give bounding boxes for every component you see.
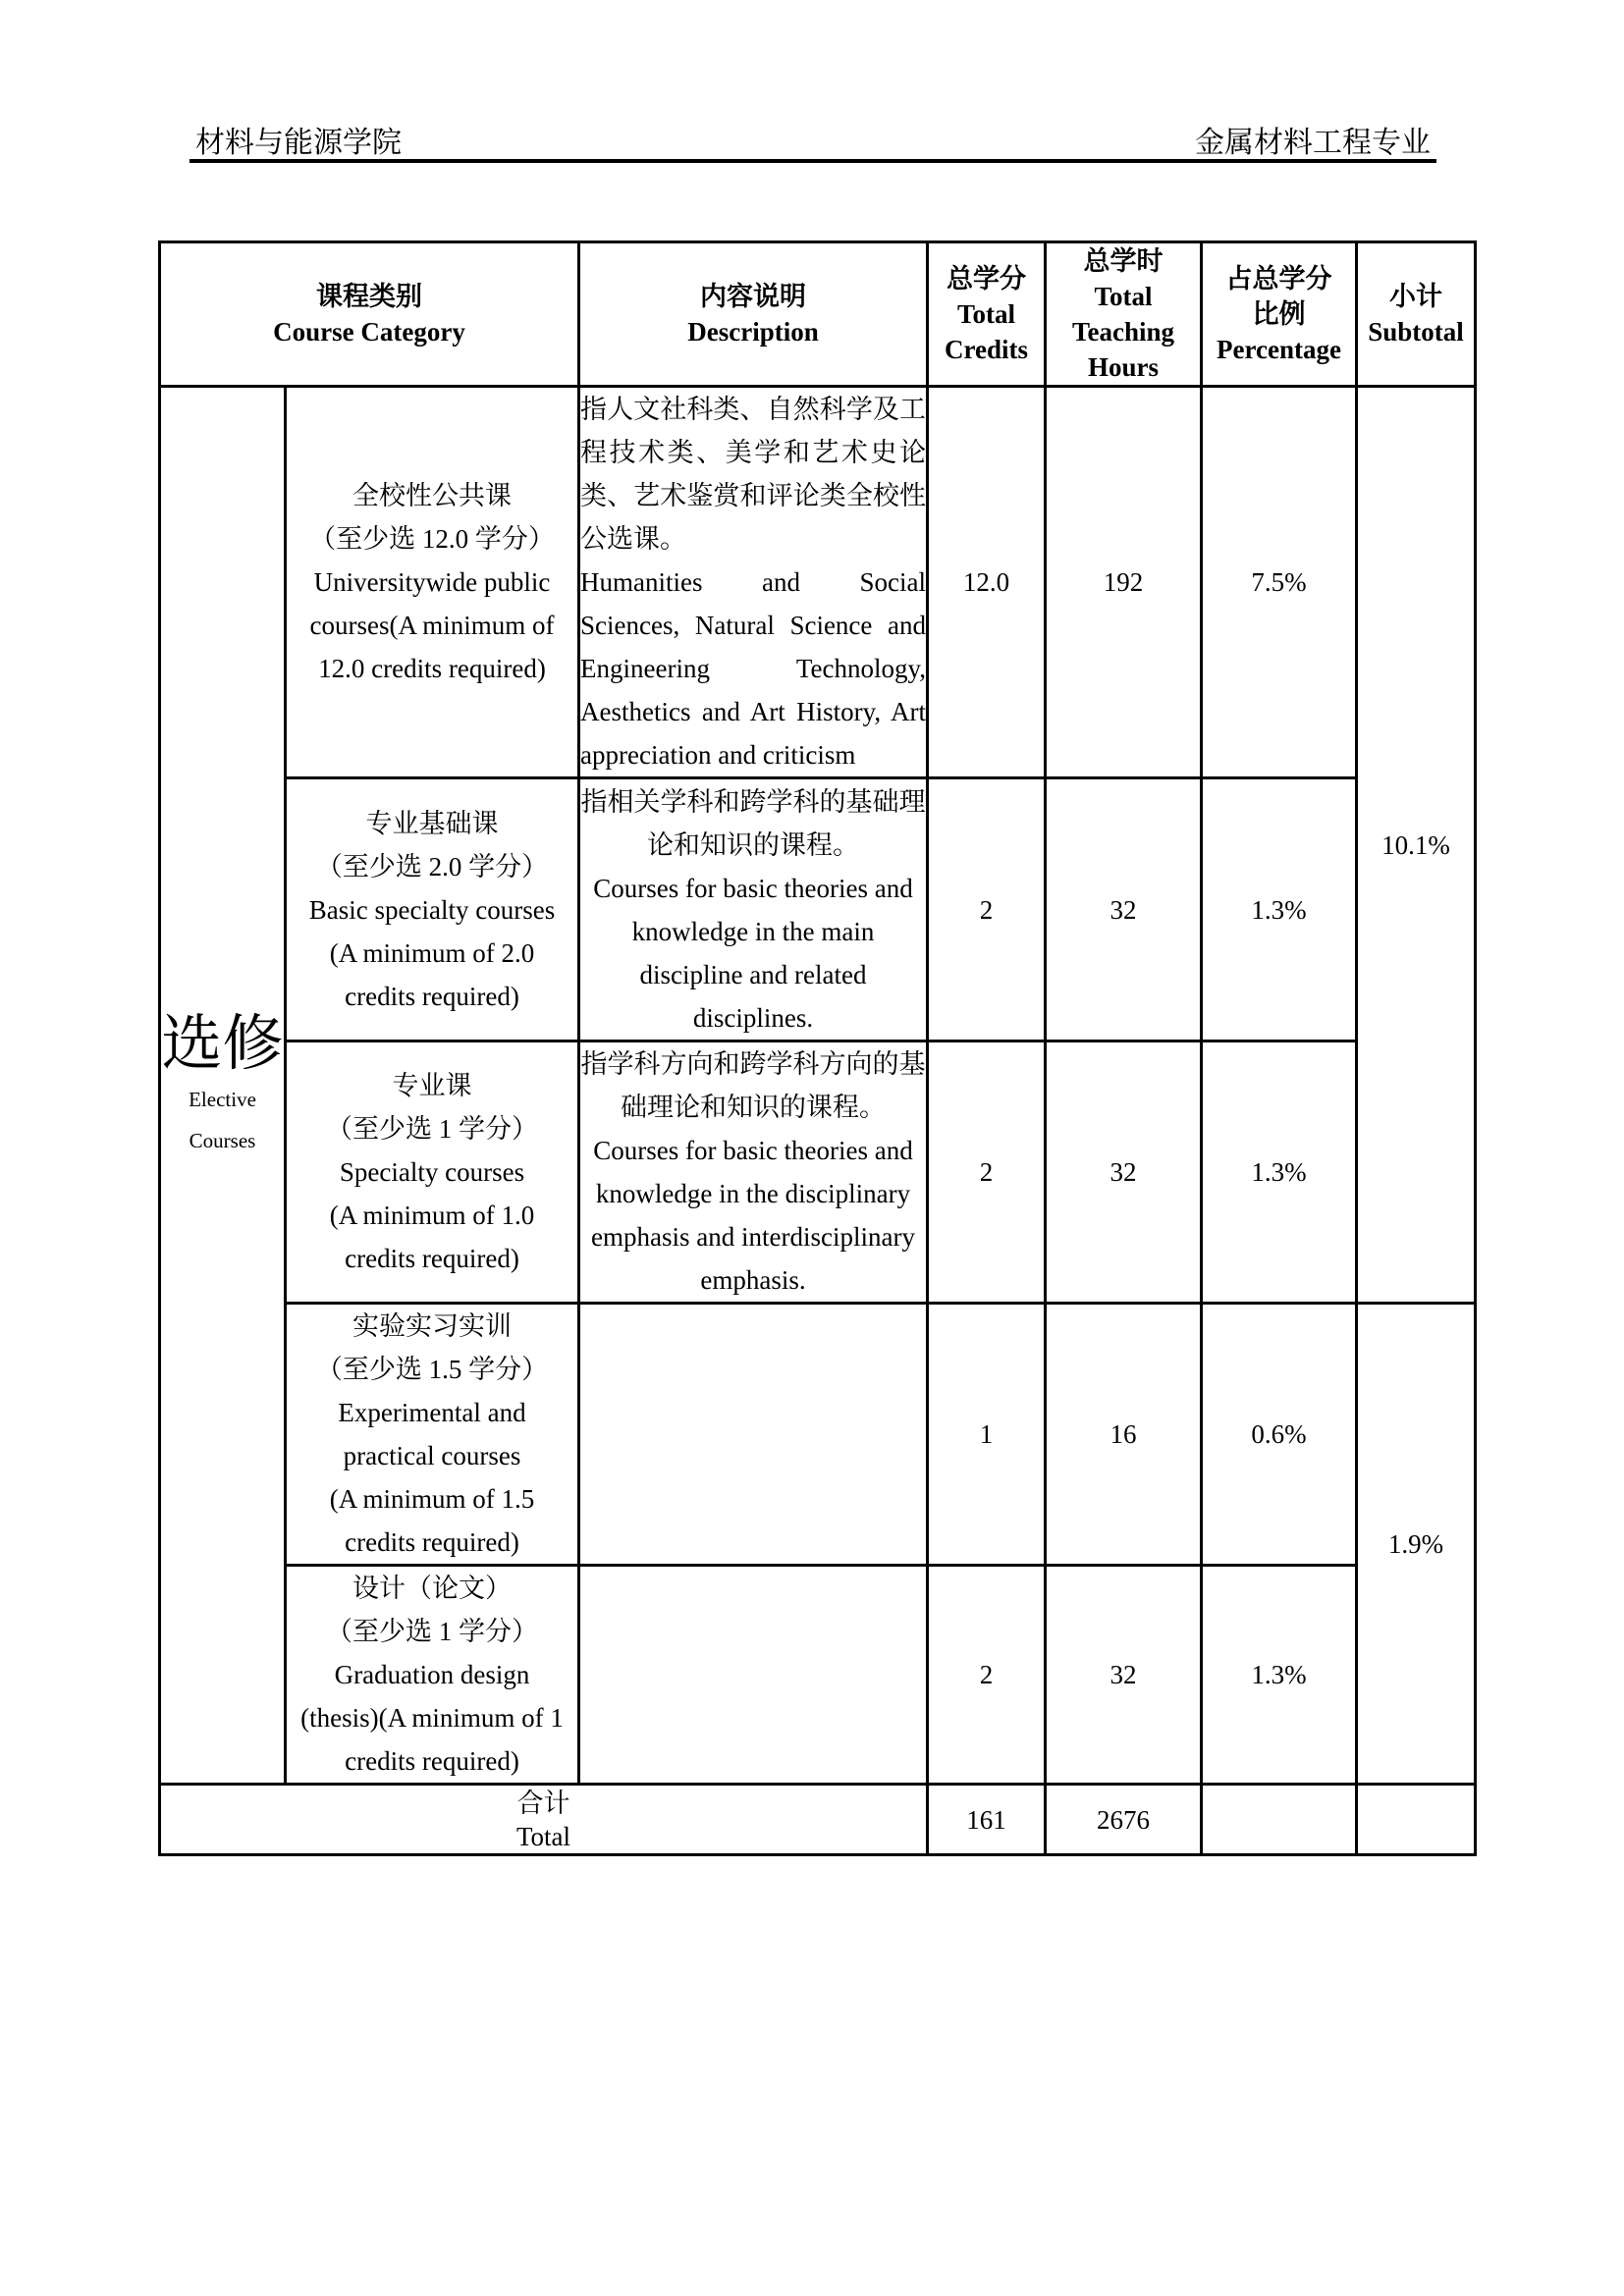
major-name: 金属材料工程专业 <box>1195 127 1431 159</box>
category-line: (thesis)(A minimum of 1 <box>300 1703 564 1733</box>
hours-cell: 192 <box>1046 387 1202 778</box>
table-row <box>160 1566 1476 1785</box>
credits-cell: 12.0 <box>928 387 1046 778</box>
description-en: Courses for basic theories and knowledge in the main discipline and related disciplines. <box>593 873 913 1033</box>
description-cell <box>579 1566 928 1785</box>
course-structure-table <box>158 240 1477 1856</box>
group-label-en1: Elective <box>189 1087 256 1111</box>
credits-cell: 1 <box>928 1304 1046 1566</box>
description-zh: 指学科方向和跨学科方向的基础理论和知识的课程。 <box>580 1049 926 1122</box>
college-name: 材料与能源学院 <box>195 127 402 159</box>
header-percentage-zh1: 占总学分 <box>1225 264 1332 294</box>
category-line: credits required) <box>345 1527 519 1557</box>
percentage-cell: 1.3% <box>1202 778 1357 1041</box>
credits-cell: 2 <box>928 778 1046 1041</box>
category-line: Specialty courses <box>339 1157 525 1187</box>
table-row <box>160 387 1476 778</box>
table-row <box>160 1041 1476 1304</box>
table-row <box>160 778 1476 1041</box>
category-line: credits required) <box>345 981 519 1011</box>
category-line: (A minimum of 2.0 <box>329 937 535 968</box>
category-line: 12.0 credits required) <box>318 654 546 683</box>
header-category <box>160 242 579 387</box>
header-percentage <box>1202 242 1357 387</box>
total-subtotal-cell <box>1357 1785 1476 1855</box>
category-line: 设计（论文） <box>352 1574 512 1603</box>
category-line: credits required) <box>345 1746 519 1776</box>
hours-cell: 16 <box>1046 1304 1202 1566</box>
header-category-en: Course Category <box>273 317 465 347</box>
header-hours-en2: Teaching <box>1071 317 1175 347</box>
header-hours-en1: Total <box>1094 282 1153 311</box>
header-subtotal-en: Subtotal <box>1368 317 1464 347</box>
total-hours-cell: 2676 <box>1046 1785 1202 1855</box>
category-cell <box>286 778 579 1041</box>
category-line: (A minimum of 1.5 <box>329 1484 535 1514</box>
category-line: （至少选 1.5 学分） <box>315 1355 549 1384</box>
category-line: （至少选 12.0 学分） <box>309 524 555 554</box>
total-label-zh: 合计 <box>516 1788 570 1818</box>
header-credits-zh: 总学分 <box>947 264 1027 294</box>
table-row <box>160 1304 1476 1566</box>
percentage-cell: 7.5% <box>1202 387 1357 778</box>
header-hours-zh: 总学时 <box>1083 246 1164 276</box>
description-cell <box>579 387 928 778</box>
header-category-zh: 课程类别 <box>316 282 422 311</box>
total-credits-cell: 161 <box>928 1785 1046 1855</box>
description-cell <box>579 1304 928 1566</box>
header-description <box>579 242 928 387</box>
credits-cell: 2 <box>928 1566 1046 1785</box>
group-label-zh: 选修 <box>161 1010 284 1078</box>
group-label-en2: Courses <box>189 1128 256 1152</box>
category-line: （至少选 1 学分） <box>326 1114 538 1144</box>
header-hours <box>1046 242 1202 387</box>
header-description-zh: 内容说明 <box>700 282 807 311</box>
header-hours-en3: Hours <box>1088 352 1160 382</box>
header-row <box>160 242 1476 387</box>
header-description-en: Description <box>687 317 819 347</box>
total-label-cell <box>160 1785 928 1855</box>
category-line: credits required) <box>345 1244 519 1273</box>
category-line: 专业课 <box>392 1071 472 1100</box>
elective-group-cell <box>160 387 286 1785</box>
category-line: （至少选 2.0 学分） <box>315 851 549 881</box>
percentage-cell: 0.6% <box>1202 1304 1357 1566</box>
header-credits-en1: Total <box>957 299 1016 329</box>
category-line: Graduation design <box>334 1660 530 1689</box>
credits-cell: 2 <box>928 1041 1046 1304</box>
category-cell <box>286 1041 579 1304</box>
header-subtotal-zh: 小计 <box>1389 282 1443 311</box>
category-line: Basic specialty courses <box>308 894 556 925</box>
hours-cell: 32 <box>1046 778 1202 1041</box>
description-en: Humanities and Social Sciences, Natural Science and Engineering Technology, Aesthetics and Art History, Art appreciation and criticism <box>580 567 927 770</box>
header-percentage-zh2: 比例 <box>1252 299 1306 329</box>
category-line: 全校性公共课 <box>352 481 512 510</box>
category-line: (A minimum of 1.0 <box>329 1201 535 1230</box>
category-cell <box>286 1566 579 1785</box>
total-row <box>160 1785 1476 1855</box>
description-zh: 指相关学科和跨学科的基础理论和知识的课程。 <box>580 786 926 860</box>
category-cell <box>286 1304 579 1566</box>
subtotal-cell: 1.9% <box>1357 1304 1476 1785</box>
category-line: courses(A minimum of <box>309 611 555 640</box>
percentage-cell: 1.3% <box>1202 1566 1357 1785</box>
total-percentage-cell <box>1202 1785 1357 1855</box>
percentage-cell: 1.3% <box>1202 1041 1357 1304</box>
total-label-en: Total <box>515 1821 571 1851</box>
description-cell <box>579 778 928 1041</box>
description-cell <box>579 1041 928 1304</box>
category-line: Experimental and <box>338 1398 526 1427</box>
description-zh: 指人文社科类、自然科学及工程技术类、美学和艺术史论类、艺术鉴赏和评论类全校性公选课。 <box>580 395 927 554</box>
hours-cell: 32 <box>1046 1041 1202 1304</box>
category-line: 实验实习实训 <box>352 1311 512 1341</box>
page-header <box>189 114 1436 163</box>
category-line: Universitywide public <box>313 567 551 597</box>
hours-cell: 32 <box>1046 1566 1202 1785</box>
category-line: （至少选 1 学分） <box>326 1617 538 1646</box>
header-credits-en2: Credits <box>945 335 1029 364</box>
description-en: Courses for basic theories and knowledge in the disciplinary emphasis and interdisciplinary emphasis. <box>591 1136 915 1295</box>
subtotal-cell: 10.1% <box>1357 387 1476 1304</box>
category-line: practical courses <box>343 1441 521 1470</box>
header-subtotal <box>1357 242 1476 387</box>
header-percentage-en: Percentage <box>1217 335 1341 364</box>
category-cell <box>286 387 579 778</box>
category-line: 专业基础课 <box>365 808 499 838</box>
header-credits <box>928 242 1046 387</box>
